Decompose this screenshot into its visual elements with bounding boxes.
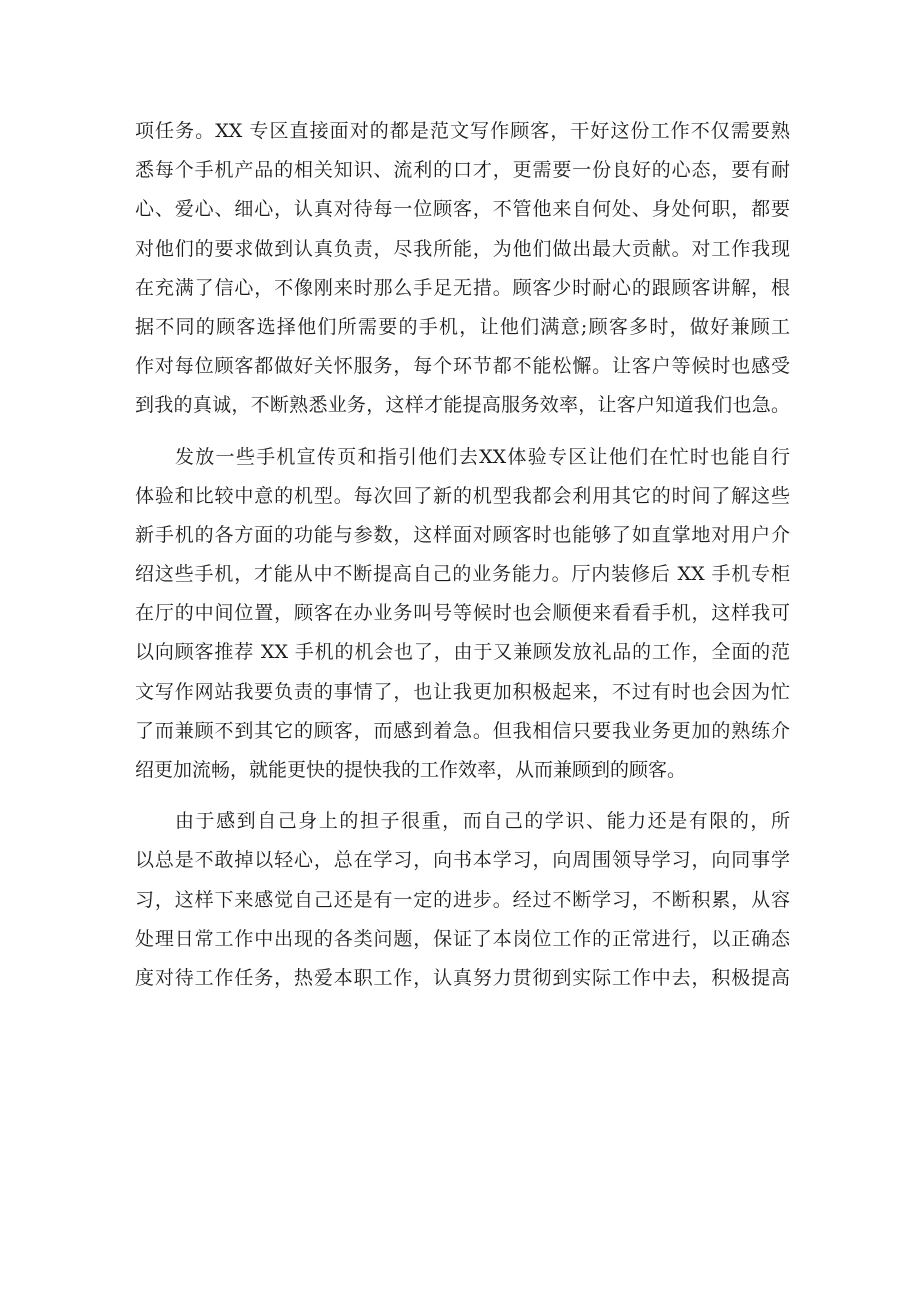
text-line: 在充满了信心，不像刚来时那么手足无措。顾客少时耐心的跟顾客讲解，根 [135,276,790,299]
text-line: 以总是不敢掉以轻心，总在学习，向书本学习，向周围领导学习，向同事学 [135,849,790,872]
paragraph-spacer [135,790,790,802]
paragraph-spacer [135,426,790,438]
body-text [135,112,790,998]
text-line: 作对每位顾客都做好关怀服务，每个环节都不能松懈。让客户等候时也感受 [135,355,790,378]
text-line: 以向顾客推荐 XX 手机的机会也了，由于又兼顾发放礼品的工作，全面的范 [135,641,790,664]
text-line: 度对待工作任务，热爱本职工作，认真努力贯彻到实际工作中去，积极提高 [135,966,790,989]
text-line: 发放一些手机宣传页和指引他们去XX体验专区让他们在忙时也能自行 [175,445,790,468]
text-line: 悉每个手机产品的相关知识、流利的口才，更需要一份良好的心态，要有耐 [135,159,790,182]
text-line: 对他们的要求做到认真负责，尽我所能，为他们做出最大贡献。对工作我现 [135,237,790,260]
text-line: 新手机的各方面的功能与参数，这样面对顾客时也能够了如直掌地对用户介 [135,523,790,546]
text-line: 由于感到自己身上的担子很重，而自己的学识、能力还是有限的，所 [175,810,790,833]
text-line: 了而兼顾不到其它的顾客，而感到着急。但我相信只要我业务更加的熟练介 [135,719,790,742]
text-line: 在厅的中间位置，顾客在办业务叫号等候时也会顺便来看看手机，这样我可 [135,602,790,625]
text-line: 到我的真诚，不断熟悉业务，这样才能提高服务效率，让客户知道我们也急。 [135,394,790,417]
text-line: 项任务。XX 专区直接面对的都是范文写作顾客，干好这份工作不仅需要熟 [135,120,790,142]
text-line: 绍更加流畅，就能更快的提快我的工作效率，从而兼顾到的顾客。 [135,759,687,781]
text-line: 处理日常工作中出现的各类问题，保证了本岗位工作的正常进行，以正确态 [135,927,790,950]
text-line: 文写作网站我要负责的事情了，也让我更加积极起来，不过有时也会因为忙 [135,680,790,703]
paragraph-2 [135,438,790,791]
text-line: 据不同的顾客选择他们所需要的手机，让他们满意;顾客多时，做好兼顾工 [135,315,790,338]
text-line: 体验和比较中意的机型。每次回了新的机型我都会利用其它的时间了解这些 [135,484,790,507]
paragraph-3 [135,802,790,998]
text-line: 绍这些手机，才能从中不断提高自己的业务能力。厅内装修后 XX 手机专柜 [135,563,790,586]
paragraph-1 [135,112,790,426]
text-line: 习，这样下来感觉自己还是有一定的进步。经过不断学习，不断积累，从容 [135,888,790,911]
text-line: 心、爱心、细心，认真对待每一位顾客，不管他来自何处、身处何职，都要 [135,198,790,221]
